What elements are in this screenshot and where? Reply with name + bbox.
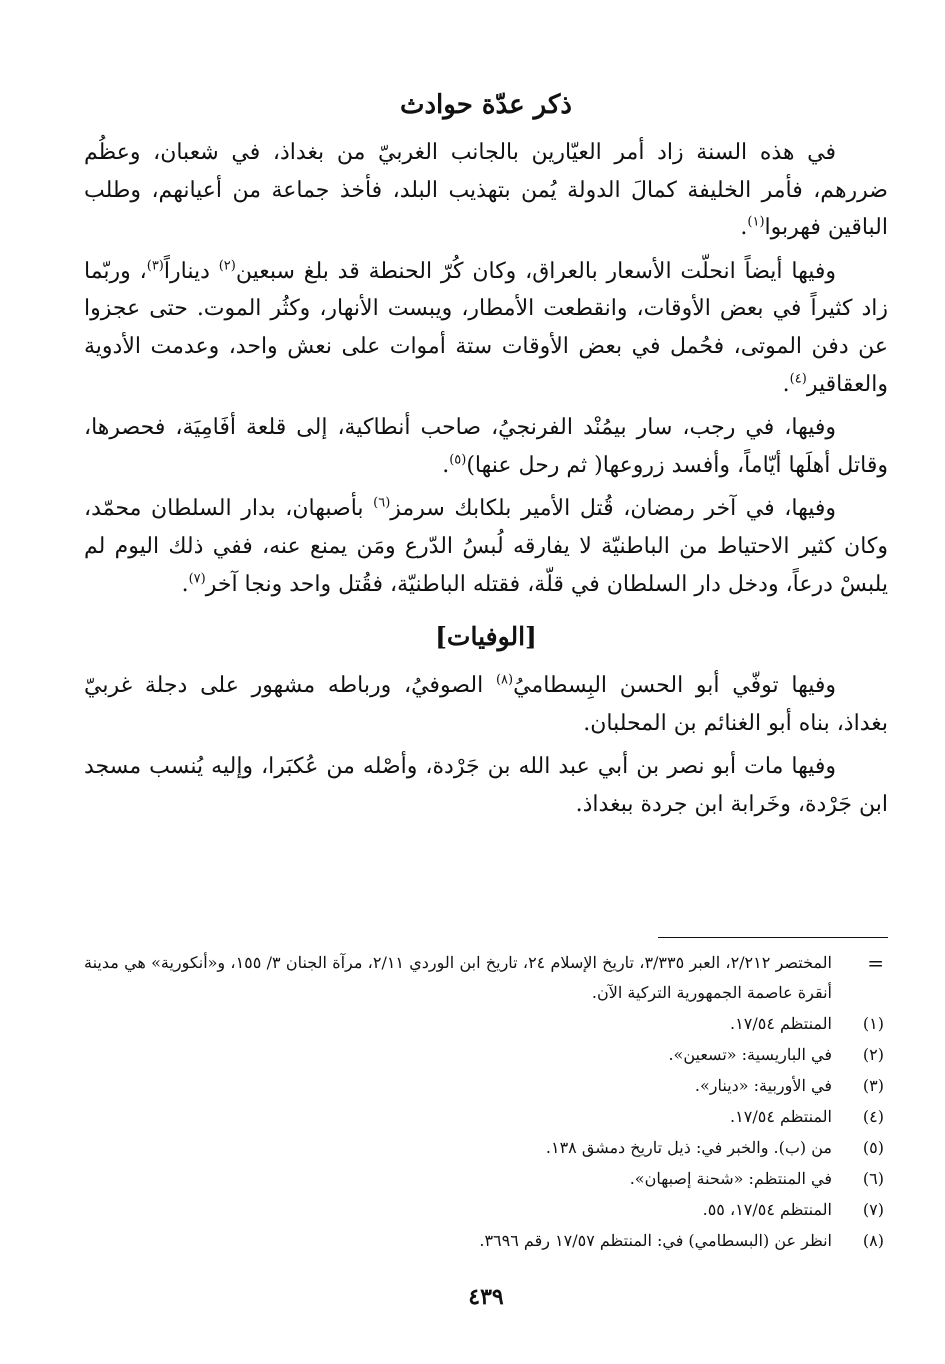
paragraph-text: . xyxy=(740,215,748,241)
continuation-marker: = xyxy=(867,951,884,975)
footnote-item xyxy=(84,1008,888,1039)
footnote-number: (٥) xyxy=(862,1138,884,1157)
paragraph-text: ديناراً xyxy=(163,258,219,284)
footnote-text: المختصر ٢/٢١٢، العبر ٣/٣٣٥، تاريخ الإسلام ٢٤، تاريخ ابن الوردي ٢/١١، مرآة الجنان ٣/ ١٥٥، و«أنكورية» هي مدينة أنقرة عاصمة الجمهورية التركية الآن. xyxy=(84,953,833,1002)
paragraph-text: في هذه السنة زاد أمر العيّارين بالجانب الغربيّ من بغداذ، في شعبان، وعظُم ضررهم، فأمر الخليفة كمالَ الدولة يُمن بتهذيب البلد، فأخذ جماعة من أعيانهم، وطلب الباقين فهربوا xyxy=(84,140,888,241)
paragraph-text: . xyxy=(442,452,450,478)
paragraph-text: . xyxy=(181,571,189,597)
paragraph-text: وفيها، في رجب، سار بيمُنْد الفرنجيُ، صاحب أنطاكية، إلى قلعة أفَامِيَة، فحصرها، وقاتل أهلَها أيّاماً، وأفسد زروعها( ثم رحل عنها) xyxy=(84,415,888,478)
footnote-ref: (٨) xyxy=(495,672,514,688)
footnote-ref: (١) xyxy=(747,214,765,230)
paragraph-bistami xyxy=(84,667,888,742)
footnote-ref: (٦) xyxy=(373,496,391,512)
footnote-continuation xyxy=(84,948,888,1008)
footnote-ref: (٥) xyxy=(449,452,467,468)
footnote-text: في المنتظم: «شحنة إصبهان». xyxy=(629,1169,832,1188)
footnote-text: المنتظم ١٧/٥٤. xyxy=(730,1014,832,1033)
footnote-number: (١) xyxy=(862,1014,884,1033)
footnote-item xyxy=(84,1194,888,1225)
footnote-item xyxy=(84,1132,888,1163)
paragraph-text: . xyxy=(782,371,790,397)
footnote-number: (٤) xyxy=(862,1107,884,1126)
footnote-text: المنتظم ١٧/٥٤، ٥٥. xyxy=(702,1200,832,1219)
footnote-item xyxy=(84,1039,888,1070)
paragraph-text: وفيها توفّي أبو الحسن البِسطاميُ xyxy=(513,673,836,699)
footnote-number: (٧) xyxy=(862,1200,884,1219)
deaths-heading: [الوفيات] xyxy=(435,622,537,652)
footnote-item xyxy=(84,1225,888,1256)
section-title: ذكر عدّة حوادث xyxy=(400,90,572,120)
footnote-ref: (٤) xyxy=(789,371,807,387)
footnote-number: (٣) xyxy=(862,1076,884,1095)
paragraph-prices xyxy=(84,253,888,403)
paragraph-text: وفيها أيضاً انحلّت الأسعار بالعراق، وكان كُرّ الحنطة قد بلغ سبعين xyxy=(235,258,836,284)
page-number: ٤٣٩ xyxy=(468,1284,504,1310)
footnote-number: (٦) xyxy=(862,1169,884,1188)
footnote-number: (٢) xyxy=(862,1045,884,1064)
paragraph-text: ، وربّما زاد كثيراً في بعض الأوقات، وانقطعت الأمطار، ويبست الأنهار، وكثُر الموت. حتى عجزوا عن دفن الموتى، فحُمل في بعض الأوقات ستة أموات على نعش واحد، وعدمت الأدوية والعقاقير xyxy=(84,258,888,397)
paragraph-ayyarin xyxy=(84,134,888,247)
paragraph-text: وفيها مات أبو نصر بن أبي عبد الله بن جَرْدة، وأصْله من عُكبَرا، وإليه يُنسب مسجد ابن جَرْدة، وخَرابة ابن جردة ببغداذ. xyxy=(84,754,888,817)
paragraph-text: وفيها، في آخر رمضان، قُتل الأمير بلكابك سرمز xyxy=(390,496,837,522)
footnote-text: المنتظم ١٧/٥٤. xyxy=(730,1107,832,1126)
paragraph-sarmaz xyxy=(84,490,888,603)
footnote-ref: (٣) xyxy=(146,258,164,274)
footnote-ref: (٢) xyxy=(218,258,236,274)
paragraph-text: بأصبهان، بدار السلطان محمّد، وكان كثير الاحتياط من الباطنيّة لا يفارقه لُبسُ الدّرع ومَن يمنع عنه، ففي ذلك اليوم لم يلبسْ درعاً، ودخل دار السلطان في قلّة، فقتله الباطنيّة، فقُتل واحد ونجا آخر xyxy=(84,496,888,597)
footnote-text: انظر عن (البسطامي) في: المنتظم ١٧/٥٧ رقم ٣٦٩٦. xyxy=(479,1231,832,1250)
footnote-item xyxy=(84,1101,888,1132)
paragraph-bohemond xyxy=(84,409,888,484)
footnote-ref: (٧) xyxy=(188,571,206,587)
footnote-text: في الأوربية: «دينار». xyxy=(694,1076,832,1095)
footnote-text: من (ب). والخبر في: ذيل تاريخ دمشق ١٣٨. xyxy=(545,1138,832,1157)
paragraph-text: الصوفيُ، ورباطه مشهور على دجلة غربيّ بغداذ، بناه أبو الغنائم بن المحلبان. xyxy=(84,673,888,736)
footnote-item xyxy=(84,1070,888,1101)
paragraph-jarda xyxy=(84,748,888,823)
footnote-text: في الباريسية: «تسعين». xyxy=(668,1045,832,1064)
footnote-item xyxy=(84,1163,888,1194)
book-page xyxy=(84,86,888,1326)
footnote-number: (٨) xyxy=(862,1231,884,1250)
footnote-divider xyxy=(658,937,888,938)
footnotes xyxy=(84,948,888,1256)
